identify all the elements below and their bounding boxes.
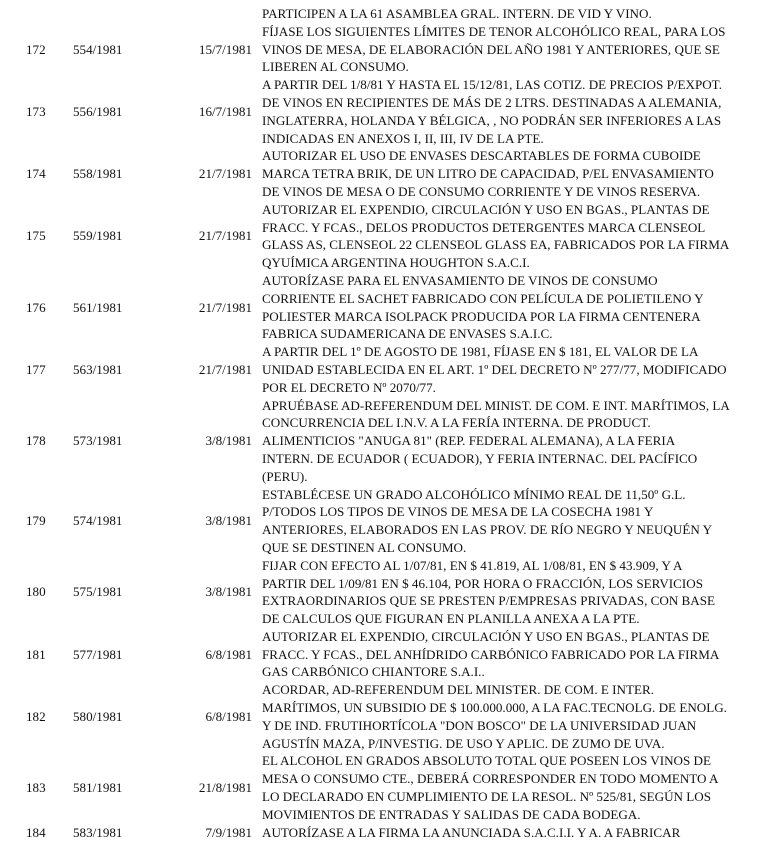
resolution-description: ESTABLÉCESE UN GRADO ALCOHÓLICO MÍNIMO REAL DE 11,50º G.L. P/TODOS LOS TIPOS DE VINOS DE MESA DE LA COSECHA 1981 Y ANTERIORES, ELABORADOS EN LAS PROV. DE RÍO NEGRO Y NEUQUÉN Y QUE SE DESTINEN AL CONSUMO. (262, 486, 713, 555)
resolution-number: 558/1981 (73, 166, 123, 182)
entry-number: 181 (26, 646, 46, 662)
entry-number: 182 (26, 708, 46, 724)
resolution-meta (0, 299, 262, 317)
resolution-description: AUTORÍZASE A LA FIRMA LA ANUNCIADA S.A.C.I.I. Y A. A FABRICAR (262, 824, 681, 840)
resolution-date: 3/8/1981 (205, 584, 252, 600)
entry-number: 175 (26, 228, 46, 244)
resolution-date: 7/9/1981 (205, 824, 252, 840)
preface-meta (0, 5, 262, 23)
resolution-entry (0, 272, 765, 343)
resolution-meta (0, 227, 262, 245)
entry-number: 176 (26, 299, 46, 315)
resolution-description: EL ALCOHOL EN GRADOS ABSOLUTO TOTAL QUE POSEEN LOS VINOS DE MESA O CONSUMO CTE., DEBERÁ CORRESPONDER EN TODO MOMENTO A LO DECLARADO EN CUMPLIMIENTO DE LA RESOL. Nº 525/81, SEGÚN LOS MOVIMIENTOS DE ENTRADAS Y SALIDAS DE CADA BODEGA. (262, 753, 719, 822)
resolution-description: FIJAR CON EFECTO AL 1/07/81, EN $ 41.819, AL 1/08/81, EN $ 43.909, Y A PARTIR DEL 1/09/81 EN $ 46.104, POR HORA O FRACCIÓN, LOS SERVICIOS EXTRAORDINARIOS QUE SE PRESTEN P/EMPRESAS PRIVADAS, CON BASE DE CALCULOS QUE FIGURAN EN PLANILLA ANEXA A LA PTE. (262, 557, 716, 627)
resolution-description: AUTORIZAR EL EXPENDIO, CIRCULACIÓN Y USO EN BGAS., PLANTAS DE FRACC. Y FCAS., DELOS PRODUCTOS DETERGENTES MARCA CLENSEOL GLASS AS, CLENSEOL 22 CLENSEOL GLASS EA, FABRICADOS POR LA FIRMA QYUÍMICA ARGENTINA HOUGHTON S.A.C.I. (262, 201, 730, 271)
entry-number: 178 (26, 433, 46, 449)
resolution-description: A PARTIR DEL 1/8/81 Y HASTA EL 15/12/81, LAS COTIZ. DE PRECIOS P/EXPOT. DE VINOS EN RECIPIENTES DE MÁS DE 2 LTRS. DESTINADAS A ALEMANIA, INGLATERRA, HOLANDA Y BÉLGICA, , NO PODRÁN SER INFERIORES A LAS INDICADAS EN ANEXOS I, II, III, IV DE LA PTE. (262, 77, 722, 146)
resolution-number: 580/1981 (73, 708, 123, 724)
resolution-description: A PARTIR DEL 1º DE AGOSTO DE 1981, FÍJASE EN $ 181, EL VALOR DE LA UNIDAD ESTABLECIDA EN EL ART. 1º DEL DECRETO Nº 277/77, MODIFICADO POR EL DECRETO Nº 2070/77. (262, 344, 727, 395)
resolution-description: AUTORÍZASE PARA EL ENVASAMIENTO DE VINOS DE CONSUMO CORRIENTE EL SACHET FABRICADO CON PELÍCULA DE POLIETILENO Y POLIESTER MARCA ISOLPACK PRODUCIDA POR LA FIRMA CENTENERA FABRICA SUDAMERICANA DE ENVASES S.A.I.C. (262, 272, 704, 342)
resolution-description: AUTORIZAR EL EXPENDIO, CIRCULACIÓN Y USO EN BGAS., PLANTAS DE FRACC. Y FCAS., DEL ANHÍDRIDO CARBÓNICO FABRICADO POR LA FIRMA GAS CARBÓNICO CHIANTORE S.A.I.. (262, 628, 720, 680)
resolution-date: 16/7/1981 (198, 103, 252, 119)
preface-description: PARTICIPEN A LA 61 ASAMBLEA GRAL. INTERN. DE VID Y VINO. (262, 6, 652, 21)
resolution-entry (0, 824, 765, 842)
resolution-number: 575/1981 (73, 584, 123, 600)
resolution-entry (0, 76, 765, 147)
resolution-entry (0, 397, 765, 486)
entry-number: 183 (26, 780, 46, 796)
entry-number: 184 (26, 824, 46, 840)
resolution-number: 556/1981 (73, 103, 123, 119)
resolution-entry (0, 201, 765, 272)
resolution-date: 21/8/1981 (198, 780, 252, 796)
resolution-date: 21/7/1981 (198, 228, 252, 244)
resolution-entry (0, 681, 765, 752)
resolution-number: 561/1981 (73, 299, 123, 315)
entry-number: 180 (26, 584, 46, 600)
resolution-entry (0, 23, 765, 76)
resolution-description: AUTORIZAR EL USO DE ENVASES DESCARTABLES DE FORMA CUBOIDE MARCA TETRA BRIK, DE UN LITRO DE CAPACIDAD, P/EL ENVASAMIENTO DE VINOS DE MESA O DE CONSUMO CORRIENTE Y DE VINOS RESERVA. (262, 148, 714, 199)
resolution-date: 3/8/1981 (205, 433, 252, 449)
resolution-entry (0, 557, 765, 628)
resolution-description: FÍJASE LOS SIGUIENTES LÍMITES DE TENOR ALCOHÓLICO REAL, PARA LOS VINOS DE MESA, DE ELABORACIÓN DEL AÑO 1981 Y ANTERIORES, QUE SE LIBEREN AL CONSUMO. (262, 23, 726, 75)
resolution-entry (0, 628, 765, 681)
resolution-description: ACORDAR, AD-REFERENDUM DEL MINISTER. DE COM. E INTER. MARÍTIMOS, UN SUBSIDIO DE $ 100.000.000, A LA FAC.TECNOLG. DE ENOLG. Y DE IND. FRUTIHORTÍCOLA "DON BOSCO" DE LA UNIVERSIDAD JUAN AGUSTÍN MAZA, P/INVESTIG. DE USO Y APLIC. DE ZUMO DE UVA. (262, 682, 727, 751)
resolution-description: APRUÉBASE AD-REFERENDUM DEL MINIST. DE COM. E INT. MARÍTIMOS, LA CONCURRENCIA DEL I.N.V. A LA FERÍA INTERNA. DE PRODUCT. ALIMENTICIOS "ANUGA 81" (REP. FEDERAL ALEMANA), A LA FERIA INTERN. DE ECUADOR ( ECUADOR), Y FERIA INTERNAC. DEL PACÍFICO (PERU). (262, 397, 730, 484)
resolution-date: 3/8/1981 (205, 513, 252, 529)
resolution-number: 581/1981 (73, 780, 123, 796)
entry-number: 172 (26, 41, 46, 57)
resolution-date: 21/7/1981 (198, 361, 252, 377)
resolution-date: 6/8/1981 (205, 708, 252, 724)
resolution-meta (0, 432, 262, 450)
resolution-entry (0, 486, 765, 557)
resolution-number: 563/1981 (73, 361, 123, 377)
entry-number: 177 (26, 361, 46, 377)
entry-number: 179 (26, 513, 46, 529)
resolution-meta (0, 103, 262, 121)
resolution-meta (0, 646, 262, 664)
entry-number: 173 (26, 103, 46, 119)
resolution-date: 21/7/1981 (198, 166, 252, 182)
preface-entry (0, 5, 765, 23)
resolution-entry (0, 147, 765, 200)
resolution-meta (0, 824, 262, 842)
resolution-entry (0, 752, 765, 823)
resolution-number: 554/1981 (73, 41, 123, 57)
resolution-meta (0, 361, 262, 379)
resolution-meta (0, 165, 262, 183)
resolution-number: 559/1981 (73, 228, 123, 244)
resolution-meta (0, 512, 262, 530)
resolution-number: 583/1981 (73, 824, 123, 840)
resolution-meta (0, 779, 262, 797)
resolution-date: 21/7/1981 (198, 299, 252, 315)
resolution-meta (0, 583, 262, 601)
resolution-meta (0, 41, 262, 59)
resolution-number: 573/1981 (73, 433, 123, 449)
resolution-number: 577/1981 (73, 646, 123, 662)
entry-number: 174 (26, 166, 46, 182)
resolution-entry (0, 343, 765, 396)
resolutions-list (0, 5, 765, 841)
resolution-meta (0, 708, 262, 726)
resolution-date: 15/7/1981 (198, 41, 252, 57)
resolution-date: 6/8/1981 (205, 646, 252, 662)
resolution-number: 574/1981 (73, 513, 123, 529)
